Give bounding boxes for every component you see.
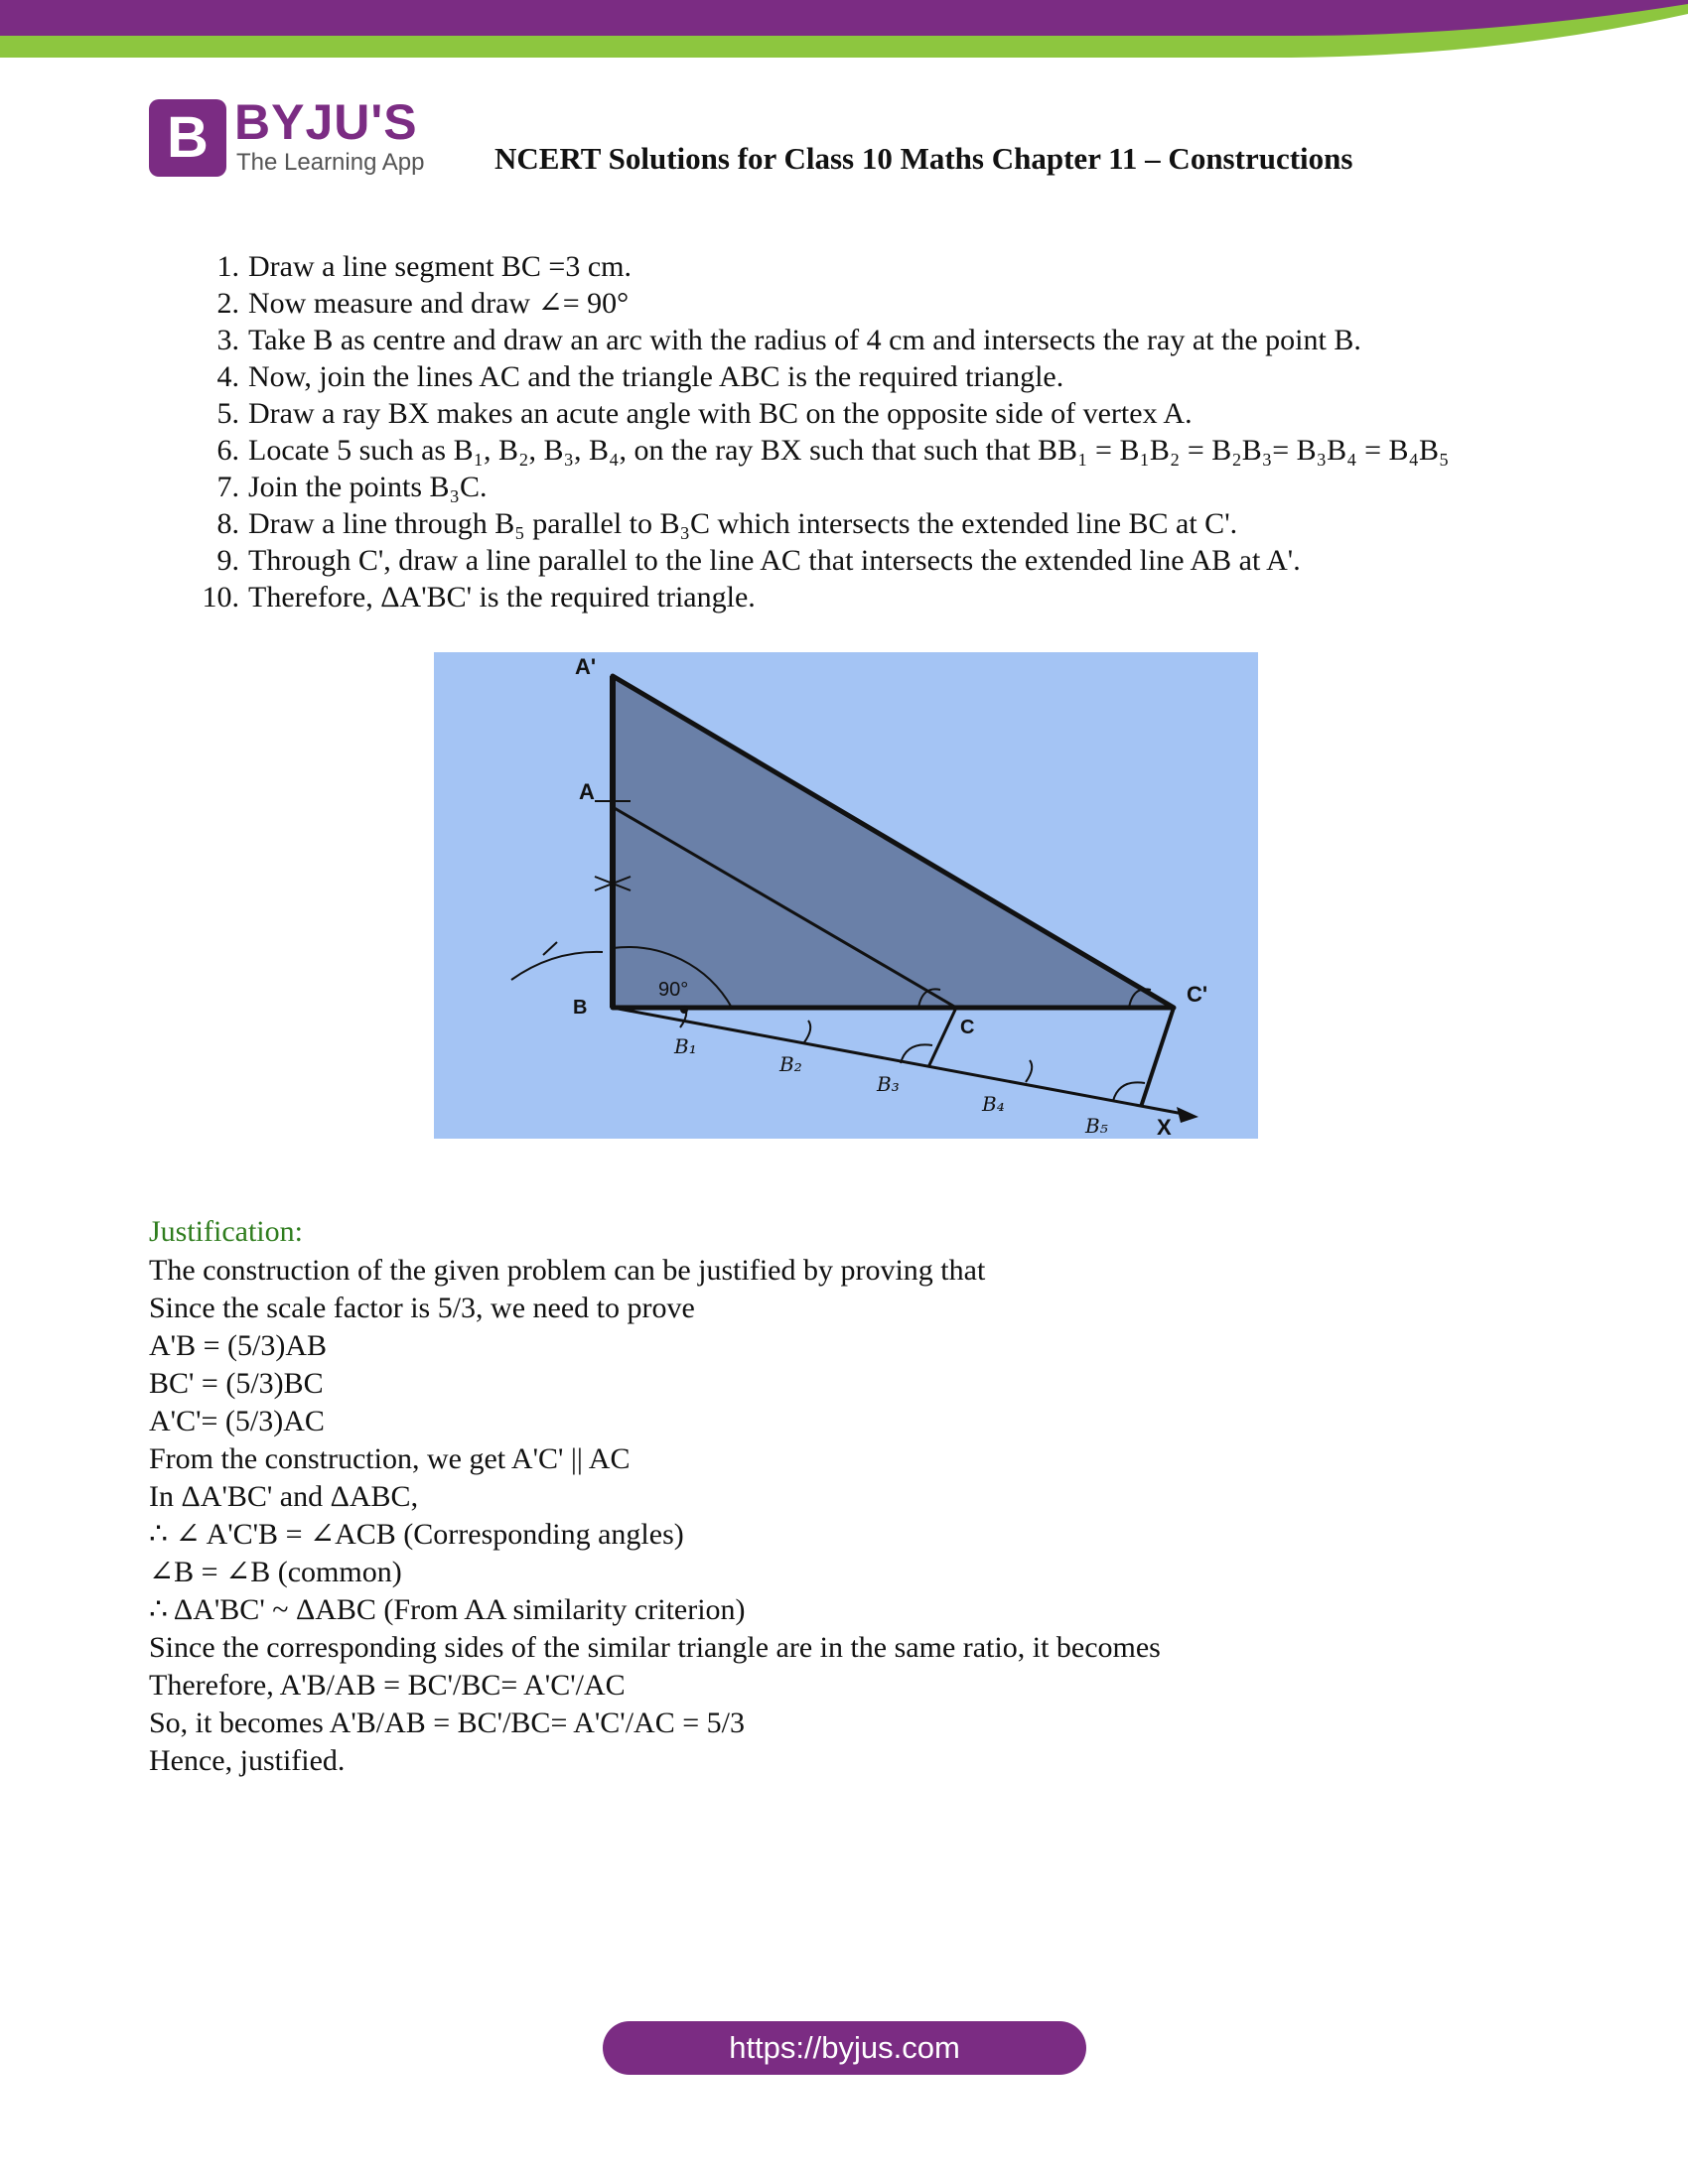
step-item (194, 579, 1484, 615)
step-text: Locate 5 such as B₁, B₂, B₃, B₄, on the ray BX such that such that BB₁ = B₁B₂ = B₂B₃= B₃B₄ = B₄B₅ (248, 434, 1450, 467)
label-x: X (1157, 1115, 1172, 1139)
justification-line: Therefore, A'B/AB = BC'/BC= A'C'/AC (149, 1669, 626, 1702)
justification-line: Since the scale factor is 5/3, we need to prove (149, 1292, 695, 1324)
justification-line: So, it becomes A'B/AB = BC'/BC= A'C'/AC = 5/3 (149, 1706, 745, 1739)
step-number: 7. (216, 471, 239, 503)
construction-steps (194, 248, 1484, 615)
step-text: Therefore, ΔA'BC' is the required triangle. (248, 581, 756, 614)
point-b1 (680, 1006, 688, 1014)
justification-line: A'B = (5/3)AB (149, 1329, 327, 1362)
step-item (194, 285, 1484, 322)
step-text: Through C', draw a line parallel to the line AC that intersects the extended line AB at A'. (248, 544, 1301, 577)
justification-line: From the construction, we get A'C' || AC (149, 1442, 631, 1475)
step-number: 10. (202, 581, 239, 614)
label-b: B (573, 997, 588, 1019)
justification-line: The construction of the given problem can be justified by proving that (149, 1254, 986, 1287)
justification-line: Since the corresponding sides of the similar triangle are in the same ratio, it becomes (149, 1631, 1161, 1664)
justification-line: ∠B = ∠B (common) (149, 1556, 402, 1588)
footer-url-link[interactable]: https://byjus.com (603, 2021, 1086, 2075)
label-b3: B₃ (877, 1072, 900, 1096)
step-number: 4. (216, 360, 239, 393)
step-item (194, 395, 1484, 432)
label-c: C (960, 1017, 975, 1038)
label-a-prime: A' (575, 654, 597, 679)
step-number: 5. (216, 397, 239, 430)
brand-name: BYJU'S (234, 94, 418, 150)
top-banner (0, 0, 1688, 60)
justification-body (149, 1252, 1539, 1780)
justification-heading: Justification: (149, 1215, 303, 1248)
step-number: 1. (216, 250, 239, 283)
brand-tagline: The Learning App (236, 149, 425, 176)
step-item (194, 505, 1484, 542)
step-item (194, 358, 1484, 395)
step-text: Take B as centre and draw an arc with the radius of 4 cm and intersects the ray at the point B. (248, 324, 1361, 356)
step-text: Now measure and draw ∠= 90° (248, 287, 630, 320)
step-text: Now, join the lines AC and the triangle ABC is the required triangle. (248, 360, 1064, 393)
justification-line: A'C'= (5/3)AC (149, 1405, 325, 1437)
step-text: Join the points B₃C. (248, 471, 488, 503)
label-b1: B₁ (674, 1034, 697, 1058)
step-number: 8. (216, 507, 239, 540)
justification-line: ∴ ΔA'BC' ~ ΔABC (From AA similarity criterion) (149, 1593, 746, 1626)
step-number: 9. (216, 544, 239, 577)
logo-letter: B (167, 105, 209, 170)
justification-line: Hence, justified. (149, 1744, 346, 1777)
step-item (194, 469, 1484, 505)
step-item (194, 432, 1484, 469)
label-b4: B₄ (982, 1092, 1005, 1116)
byjus-logo (149, 94, 437, 183)
label-a: A (579, 779, 595, 804)
step-number: 2. (216, 287, 239, 320)
label-b5: B₅ (1085, 1114, 1108, 1138)
label-b2: B₂ (779, 1052, 802, 1076)
step-text: Draw a line through B₅ parallel to B₃C which intersects the extended line BC at C'. (248, 507, 1238, 540)
label-c-prime: C' (1187, 982, 1208, 1007)
step-number: 6. (216, 434, 239, 467)
step-item (194, 542, 1484, 579)
justification-line: ∴ ∠ A'C'B = ∠ACB (Corresponding angles) (149, 1518, 684, 1551)
construction-figure (434, 652, 1258, 1139)
page-title: NCERT Solutions for Class 10 Maths Chapter 11 – Constructions (494, 141, 1353, 176)
step-item (194, 322, 1484, 358)
justification-line: BC' = (5/3)BC (149, 1367, 324, 1400)
label-90-degree: 90° (658, 979, 689, 1001)
justification-line: In ΔA'BC' and ΔABC, (149, 1480, 419, 1513)
step-text: Draw a ray BX makes an acute angle with BC on the opposite side of vertex A. (248, 397, 1193, 430)
step-item (194, 248, 1484, 285)
top-banner-purple-stripe (0, 0, 1688, 36)
step-text: Draw a line segment BC =3 cm. (248, 250, 633, 283)
step-number: 3. (216, 324, 239, 356)
